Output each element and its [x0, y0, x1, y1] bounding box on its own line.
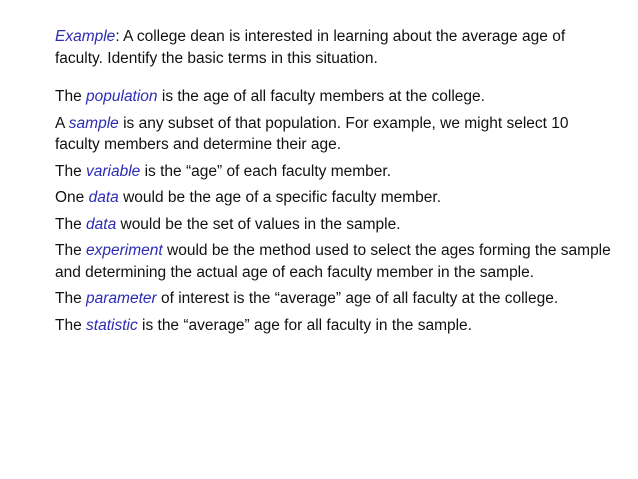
- definition-text: of interest is the “average” age of all faculty at the college.: [156, 290, 559, 307]
- definition-prefix: A: [55, 114, 69, 132]
- definition-text: is the age of all faculty members at the college.: [157, 88, 485, 105]
- definition-prefix: The: [55, 215, 87, 233]
- definition-data-set: [55, 214, 615, 236]
- definition-population: [55, 86, 615, 108]
- definition-prefix: The: [55, 88, 87, 105]
- definition-text: would be the method used to select the ages forming the sample and determining the actual age of each faculty member in the sample.: [55, 242, 611, 281]
- term-data: data: [88, 189, 119, 206]
- term-parameter: parameter: [86, 290, 157, 307]
- definition-sample: [55, 113, 615, 156]
- definition-parameter: [55, 288, 615, 310]
- slide-content: [55, 26, 615, 336]
- definition-text: would be the age of a specific faculty member.: [118, 189, 442, 206]
- term-data: data: [86, 215, 117, 233]
- definition-variable: [55, 161, 615, 183]
- example-term: Example: [55, 28, 116, 45]
- definition-text: is the “average” age for all faculty in the sample.: [137, 316, 472, 334]
- definition-prefix: The: [55, 242, 87, 259]
- term-population: population: [86, 88, 158, 105]
- term-experiment: experiment: [86, 242, 163, 259]
- definition-text: would be the set of values in the sample.: [116, 215, 401, 233]
- definition-data-single: [55, 187, 615, 209]
- definition-prefix: The: [55, 290, 87, 307]
- definition-prefix: The: [55, 316, 87, 334]
- definition-experiment: [55, 240, 615, 283]
- definition-text: is the “age” of each faculty member.: [140, 162, 391, 180]
- example-paragraph: [55, 26, 615, 69]
- definition-statistic: [55, 315, 615, 337]
- term-sample: sample: [68, 114, 119, 132]
- term-statistic: statistic: [86, 316, 138, 334]
- definition-prefix: One: [55, 189, 89, 206]
- definition-text: is any subset of that population. For example, we might select 10 faculty members and determine their age.: [55, 114, 569, 153]
- term-variable: variable: [86, 162, 141, 180]
- example-text: : A college dean is interested in learning about the average age of faculty. Identify the basic terms in this situation.: [55, 28, 566, 67]
- definition-prefix: The: [55, 162, 87, 180]
